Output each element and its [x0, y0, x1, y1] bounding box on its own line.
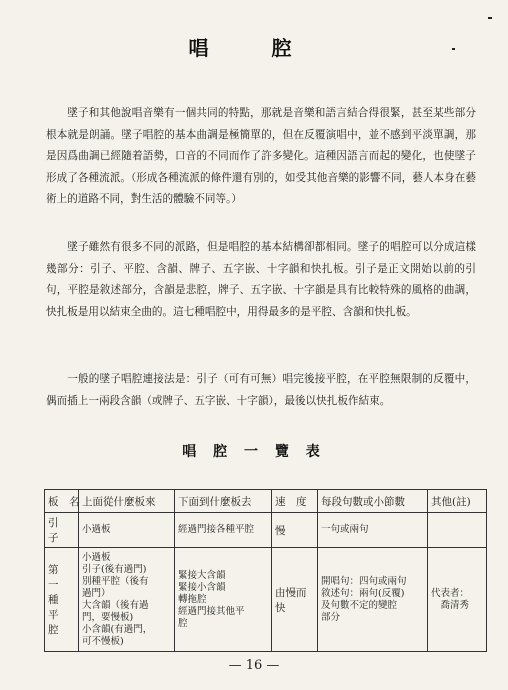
cell-speed: 慢 — [272, 513, 318, 548]
page-number: — 16 — — [228, 658, 280, 673]
cell-line: 小過板 — [82, 551, 111, 563]
header-count: 每段句數或小節數 — [318, 490, 428, 513]
cell-line: 敘述句：兩句(反覆) — [321, 587, 405, 599]
page-mark — [488, 17, 492, 19]
paragraph-1: 墜子和其他說唱音樂有一個共同的特點，那就是音樂和語言結合得很緊，甚至某些部分根本就是朗誦。墜子唱腔的基本曲調是極簡單的，但在反覆演唱中，並不感到平淡單調，那是因爲曲調已經隨着語勢，口音的不同而作了許多變化。這種因語言而起的變化，也使墜子形成了各種流派。（形成各種流派的條件還有別的，如受其他音樂的影響不同，藝人本身在藝術上的道路不同，對生活的體驗不同等。） — [46, 107, 476, 205]
cell-line: 及句數不定的變腔 — [321, 599, 398, 611]
header-board-name: 板 名 — [45, 490, 79, 513]
cell-other — [428, 513, 487, 548]
cell-count — [318, 548, 428, 652]
cell-line: 門，要慢板) — [82, 611, 134, 623]
cell-to — [175, 513, 272, 548]
table-body — [45, 513, 487, 652]
header-other: 其他(註) — [428, 490, 487, 513]
cell-speed: 由慢而快 — [272, 548, 318, 652]
cell-line: 大含韻（後有過 — [82, 599, 149, 611]
cell-line: 小含韻(有過門， — [82, 623, 153, 635]
cell-line: 過門） — [82, 587, 111, 599]
cell-line: 可不慢板) — [82, 635, 124, 647]
page-title: 唱 腔 — [188, 36, 320, 60]
table-row — [45, 548, 487, 652]
cell-line: 一句或兩句 — [321, 524, 369, 535]
cell-from — [79, 513, 175, 548]
header-to: 下面到什麼板去 — [175, 490, 272, 513]
cell-line: 腔 — [178, 617, 188, 629]
cell-line: 別種平腔（後有 — [82, 575, 149, 587]
header-speed: 速 度 — [272, 490, 318, 513]
paragraph-2: 墜子雖然有很多不同的派路，但是唱腔的基本結構卻都相同。墜子的唱腔可以分成這樣幾部分：引子、平腔、含韻、牌子、五字嵌、十字韻和快扎板。引子是正文開始以前的引句，平腔是敘述部分，含韻是悲腔，牌子、五字嵌、十字韻是具有比較特殊的風格的曲調，快扎板是用以結束全曲的。這七種唱腔中，用得最多的是平腔、含韻和快扎板。 — [46, 241, 476, 318]
cell-line: 緊接大含韻 — [178, 569, 226, 581]
cell-line: 經過門接其他平 — [178, 605, 245, 617]
cell-line: 緊接小含韻 — [178, 581, 226, 593]
cell-line: 轉拖腔 — [178, 593, 207, 605]
cell-from — [79, 548, 175, 652]
cell-line: 代表者： — [431, 587, 470, 599]
cell-other — [428, 548, 487, 652]
cell-line: 引子(後有過門) — [82, 563, 147, 575]
page-mark — [452, 48, 455, 50]
cell-line: 喬清秀 — [431, 599, 470, 611]
cell-board-name: 引 子 — [45, 513, 79, 548]
singing-style-table — [44, 489, 487, 652]
cell-to — [175, 548, 272, 652]
table-title: 唱 腔 一 覽 表 — [182, 444, 326, 460]
table-row — [45, 513, 487, 548]
cell-line: 經過門接各種平腔 — [178, 524, 255, 535]
cell-board-name: 第一種平 腔 — [45, 548, 79, 652]
cell-line: 小過板 — [82, 524, 111, 535]
header-from: 上面從什麼板來 — [79, 490, 175, 513]
cell-line: 部分 — [321, 611, 341, 623]
cell-line: 開唱句：四句或兩句 — [321, 575, 407, 587]
paragraph-3: 一般的墜子唱腔連接法是：引子（可有可無）唱完後接平腔，在平腔無限制的反覆中，偶而插上一兩段含韻（或牌子、五字嵌、十字韻），最後以快扎板作結束。 — [46, 373, 476, 407]
table-header-row — [45, 490, 487, 513]
cell-count — [318, 513, 428, 548]
